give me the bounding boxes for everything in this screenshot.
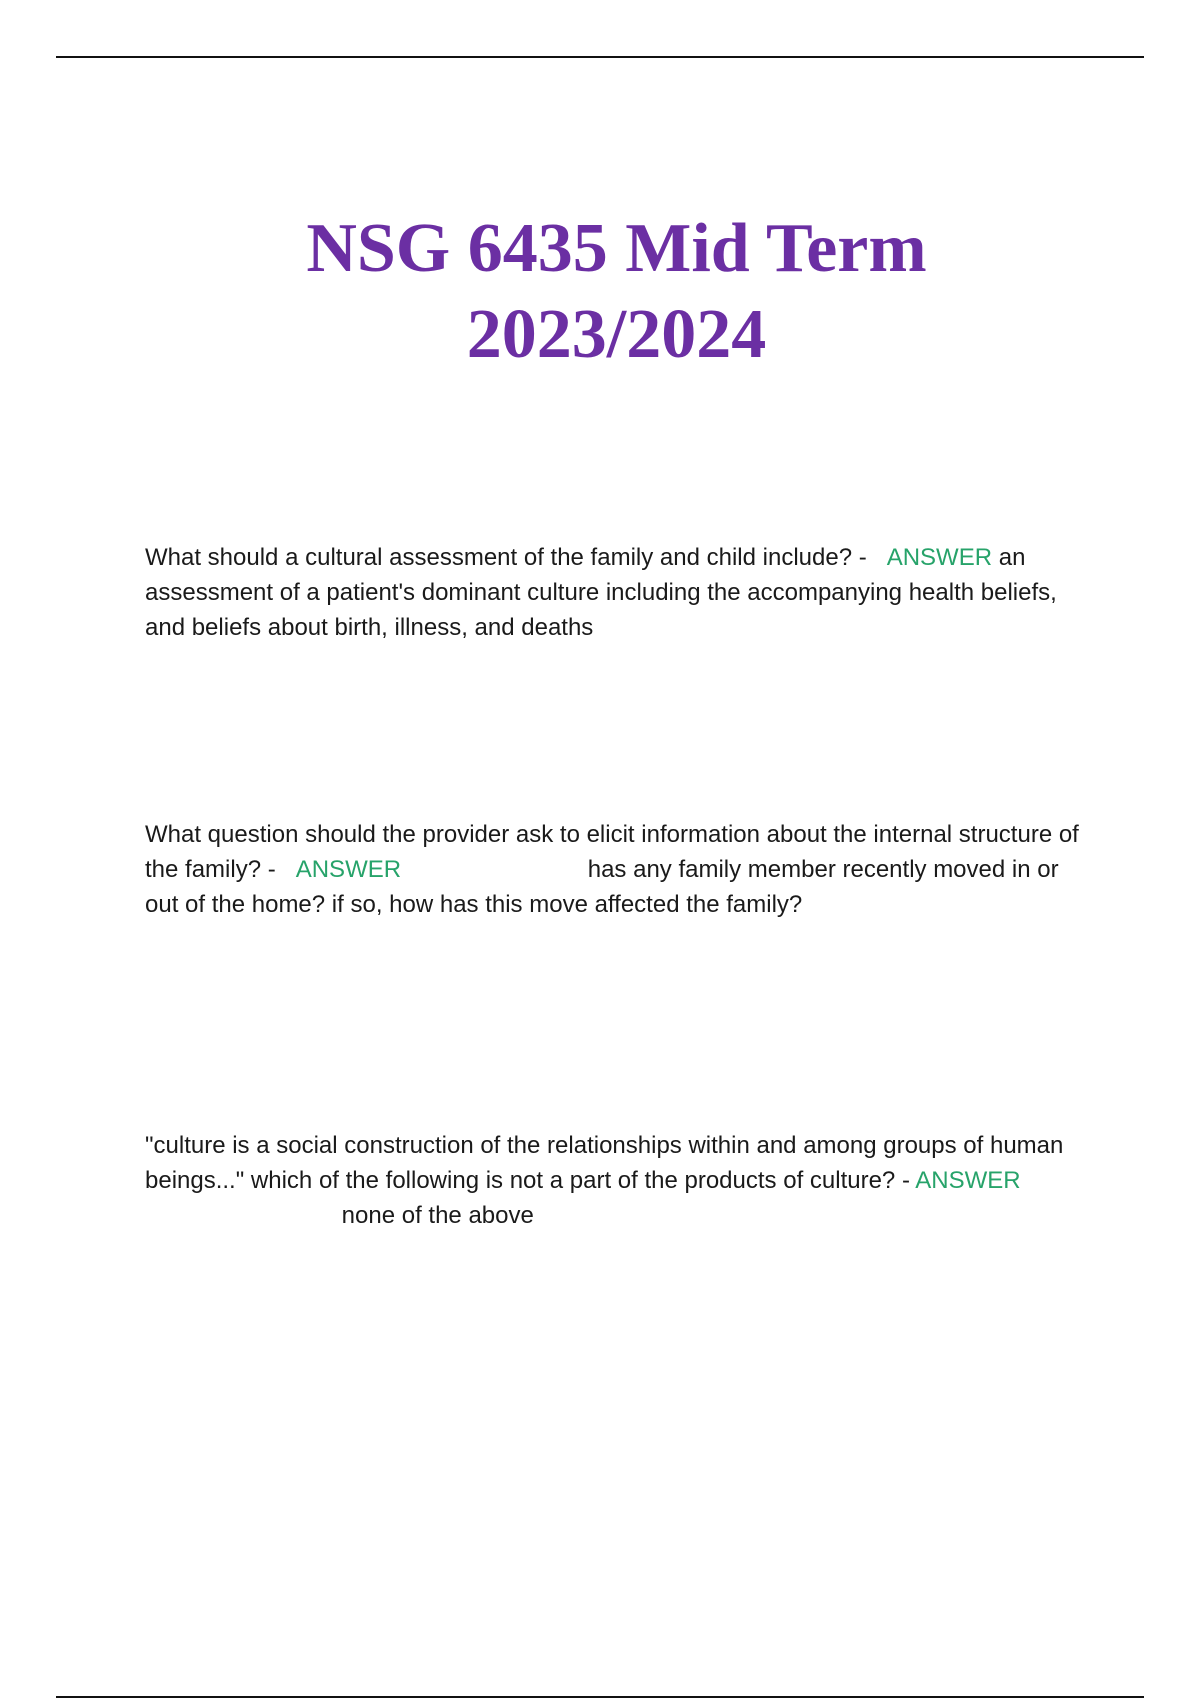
qa-item: [145, 817, 1085, 922]
answer-text: an assessment of a patient's dominant culture including the accompanying health beliefs, and beliefs about birth, illness, and deaths: [145, 544, 1057, 641]
answer-label: ANSWER: [886, 544, 993, 571]
qa-item: [145, 540, 1085, 645]
title-line-1: NSG 6435 Mid Term: [306, 210, 927, 287]
bottom-rule: [56, 1696, 1144, 1698]
top-rule: [56, 56, 1144, 58]
answer-label: ANSWER: [915, 1167, 1021, 1194]
question-text: "culture is a social construction of the relationships within and among groups of human beings..." which of the following is not a part of the products of culture? -: [145, 1132, 1064, 1194]
answer-text: has any family member recently moved in or out of the home? if so, how has this move affected the family?: [145, 856, 1059, 918]
answer-text: none of the above: [341, 1202, 534, 1229]
question-text: What should a cultural assessment of the family and child include? -: [145, 544, 867, 571]
qa-item: [145, 1128, 1085, 1233]
answer-label: ANSWER: [295, 856, 402, 883]
question-text: What question should the provider ask to elicit information about the internal structure of the family? -: [145, 821, 1079, 883]
title-line-2: 2023/2024: [466, 296, 767, 373]
document-title: [0, 206, 1200, 378]
